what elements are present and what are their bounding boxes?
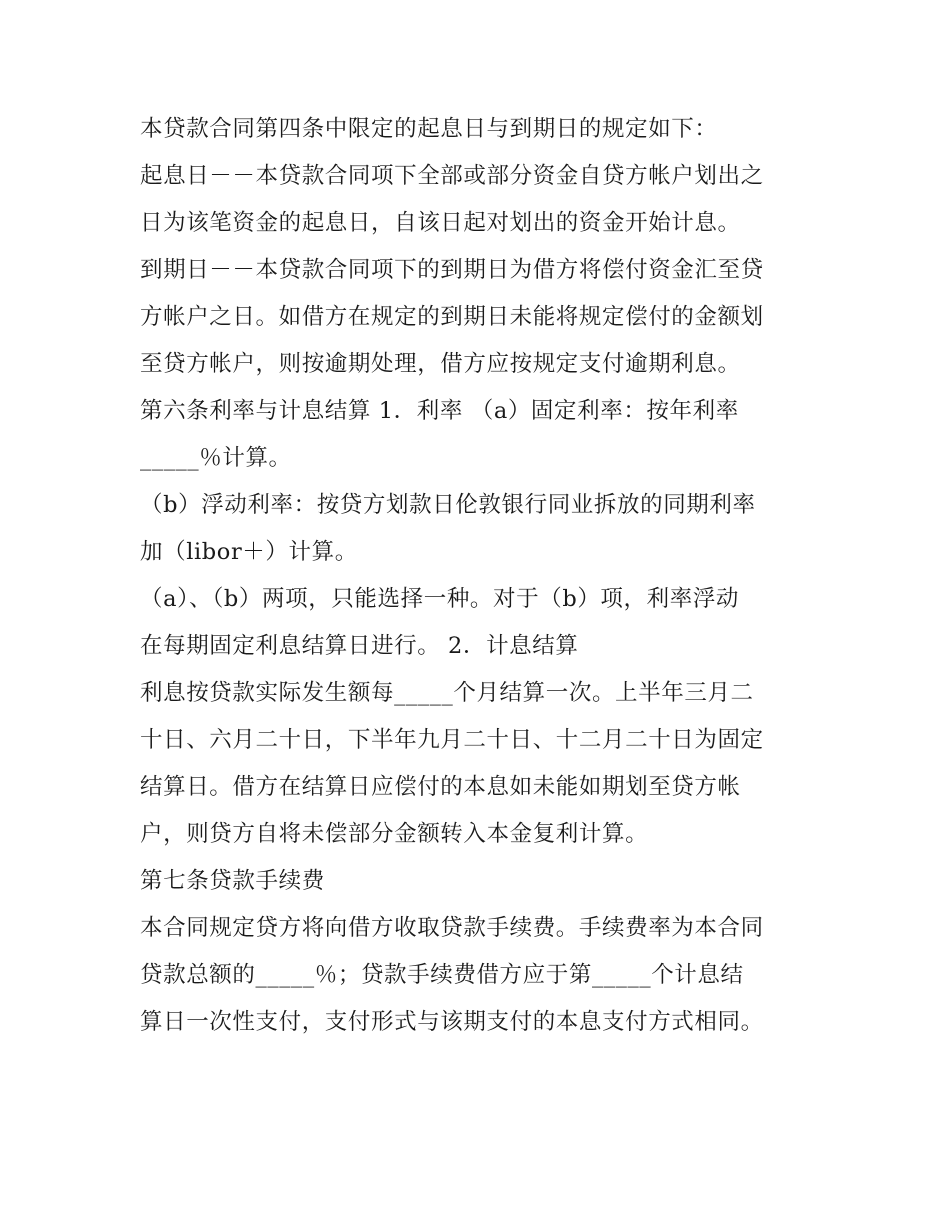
text-line: 结算日。借方在结算日应偿付的本息如未能如期划至贷方帐 [140, 774, 741, 800]
text-line: _____％计算。 [140, 445, 292, 471]
text-line: 第七条贷款手续费 [140, 868, 325, 894]
text-line: 第六条利率与计息结算 1．利率 （a）固定利率：按年利率 [140, 398, 739, 424]
text-line: 本合同规定贷方将向借方收取贷款手续费。手续费率为本合同 [140, 915, 764, 941]
text-line: 算日一次性支付，支付形式与该期支付的本息支付方式相同。 [140, 1009, 764, 1035]
text-line: （a）、（b）两项，只能选择一种。对于（b）项，利率浮动 [140, 586, 740, 612]
text-line: 起息日－－本贷款合同项下全部或部分资金自贷方帐户划出之 [140, 163, 764, 189]
text-line: 十日、六月二十日，下半年九月二十日、十二月二十日为固定 [140, 727, 764, 753]
text-line: （b）浮动利率：按贷方划款日伦敦银行同业拆放的同期利率 [140, 492, 756, 518]
text-line: 贷款总额的_____％；贷款手续费借方应于第_____个计息结 [140, 962, 744, 988]
text-line: 本贷款合同第四条中限定的起息日与到期日的规定如下： [140, 116, 718, 142]
text-line: 加（libor＋）计算。 [140, 539, 358, 565]
text-line: 到期日－－本贷款合同项下的到期日为借方将偿付资金汇至贷 [140, 257, 764, 283]
text-line: 在每期固定利息结算日进行。 2．计息结算 [140, 633, 579, 659]
text-line: 日为该笔资金的起息日，自该日起对划出的资金开始计息。 [140, 210, 741, 236]
text-line: 利息按贷款实际发生额每_____个月结算一次。上半年三月二 [140, 680, 754, 706]
text-line: 方帐户之日。如借方在规定的到期日未能将规定偿付的金额划 [140, 304, 764, 330]
document-body [140, 106, 820, 1046]
text-line: 户，则贷方自将未偿部分金额转入本金复利计算。 [140, 821, 649, 847]
text-line: 至贷方帐户，则按逾期处理，借方应按规定支付逾期利息。 [140, 351, 741, 377]
